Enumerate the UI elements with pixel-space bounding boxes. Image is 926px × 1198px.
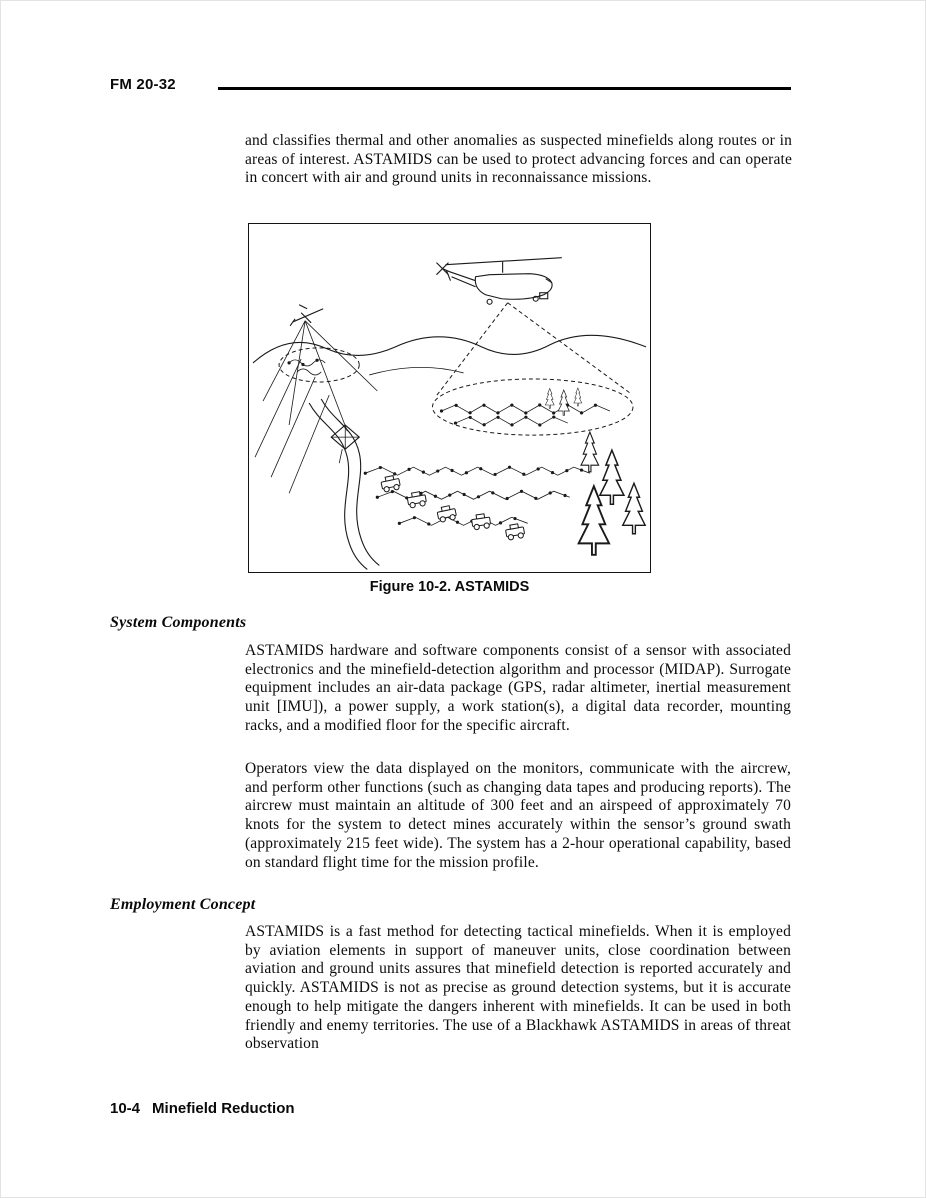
minefield-rows [365, 405, 610, 525]
header-rule [218, 87, 791, 90]
road-lines [309, 399, 379, 569]
pine-trees [545, 388, 645, 555]
detection-ellipse [279, 348, 359, 382]
vehicle-column [380, 475, 525, 541]
doc-number: FM 20-32 [110, 76, 176, 93]
intro-paragraph: and classifies thermal and other anomalies as suspected minefields along routes or in areas of interest. ASTAMIDS can be used to protect advancing forces and can operate in concert with air and ground units in reconnaissance missions. [245, 132, 792, 187]
paragraph-system-components-1: ASTAMIDS hardware and software components consist of a sensor with associated electronics and the minefield-detection algorithm and processor (MIDAP). Surrogate equipment includes an air-data package (GPS, radar altimeter, inertial measurement unit [IMU]), a power supply, a work station(s), a digital data recorder, mounting racks, and a modified floor for the specific aircraft. [245, 642, 791, 734]
section-heading-employment-concept: Employment Concept [110, 896, 256, 913]
ground-sensor-icon [331, 425, 359, 463]
page-footer [110, 1100, 295, 1117]
scan-cone [432, 303, 633, 435]
figure-10-2 [248, 223, 651, 573]
airplane-icon [263, 305, 377, 431]
paragraph-system-components-2: Operators view the data displayed on the monitors, communicate with the aircrew, and perform other functions (such as changing data tapes and producing reports). The aircrew must maintain an altitude of 300 feet and an airspeed of approximately 70 knots for the system to detect mines accurately within the sensor’s ground swath (approximately 215 feet wide). The system has a 2-hour operational capability, based on standard flight time for the mission profile. [245, 760, 791, 871]
paragraph-employment-concept-1: ASTAMIDS is a fast method for detecting tactical minefields. When it is employed by aviation elements in support of maneuver units, close coordination between aviation and ground units assures that minefield detection is reported accurately and quickly. ASTAMIDS is not as precise as ground detection systems, but it is accurate enough to help mitigate the dangers inherent with minefields. It can be used in both friendly and enemy territories. The use of a Blackhawk ASTAMIDS in areas of threat observation [245, 923, 791, 1053]
helicopter-icon [436, 258, 561, 305]
footer-page-number: 10-4 [110, 1100, 141, 1117]
astamids-diagram [249, 224, 650, 572]
footer-section-label: Minefield Reduction [152, 1100, 295, 1117]
figure-caption: Figure 10-2. ASTAMIDS [369, 579, 530, 595]
section-heading-system-components: System Components [110, 614, 247, 631]
